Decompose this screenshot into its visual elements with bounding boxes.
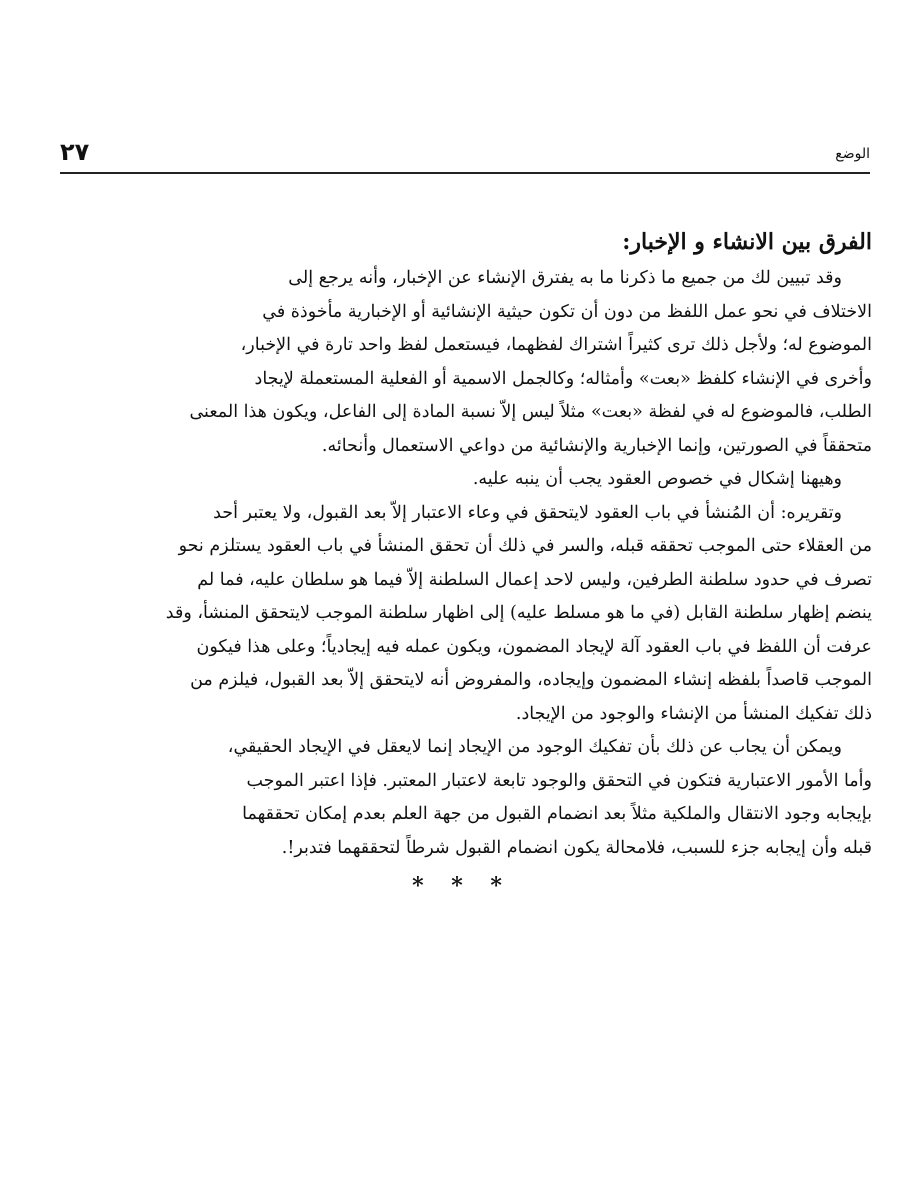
paragraph-line: الموجب قاصداً بلفظه إنشاء المضمون وإيجاده، والمفروض أنه لايتحقق إلاّ بعد القبول، فيلزم من <box>190 670 872 690</box>
paragraph-line: وهيهنا إشكال في خصوص العقود يجب أن ينبه عليه. <box>472 469 842 489</box>
section-end-mark: * * * <box>412 873 512 899</box>
paragraph-line: من العقلاء حتى الموجب تحققه قبله، والسر في ذلك أن تحقق المنشأ في باب العقود يستلزم نحو <box>178 536 872 556</box>
paragraph-line: الاختلاف في نحو عمل اللفظ من دون أن تكون حيثية الإنشائية أو الإخبارية مأخوذة في <box>262 301 872 322</box>
paragraph-line: وأخرى في الإنشاء كلفظ «بعت» وأمثاله؛ وكالجمل الاسمية أو الفعلية المستعملة لإيجاد <box>254 368 872 389</box>
running-header <box>60 140 870 170</box>
paragraph-line: ويمكن أن يجاب عن ذلك بأن تفكيك الوجود من الإيجاد إنما لايعقل في الإيجاد الحقيقي، <box>227 737 842 757</box>
page-body <box>52 222 872 899</box>
paragraph-line: تصرف في حدود سلطنة الطرفين، وليس لاحد إعمال السلطنة إلاّ فيما هو سلطان عليه، فما لم <box>197 569 872 590</box>
paragraph-line: عرفت أن اللفظ في باب العقود آلة لإيجاد المضمون، ويكون عمله فيه إيجادياً؛ وعلى هذا فيكون <box>196 636 872 657</box>
paragraph-line: الطلب، فالموضوع له في لفظة «بعت» مثلاً ليس إلاّ نسبة المادة إلى الفاعل، ويكون هذا المعنى <box>189 402 872 422</box>
paragraph-line: بإيجابه وجود الانتقال والملكية مثلاً بعد انضمام القبول من جهة العلم بعدم إمكان تحققهما <box>242 804 872 824</box>
running-header-title: الوضع <box>835 146 870 162</box>
paragraph-line: ينضم إظهار سلطنة القابل (في ما هو مسلط عليه) إلى اظهار سلطنة الموجب لايتحقق المنشأ، وقد <box>165 603 872 623</box>
paragraph-line: وتقريره: أن المُنشأ في باب العقود لايتحقق في وعاء الاعتبار إلاّ بعد القبول، ولا يعتبر أحد <box>213 502 842 523</box>
paragraph-line: قبله وأن إيجابه جزء للسبب، فلامحالة يكون انضمام القبول شرطاً لتحققهما فتدبر!. <box>281 837 872 858</box>
header-rule <box>60 172 870 174</box>
paragraph-line: وقد تبيين لك من جميع ما ذكرنا ما به يفترق الإنشاء عن الإخبار، وأنه يرجع إلى <box>288 268 842 288</box>
section-heading: الفرق بين الانشاء و الإخبار: <box>622 229 872 255</box>
paragraph-line: وأما الأمور الاعتبارية فتكون في التحقق والوجود تابعة لاعتبار المعتبر. فإذا اعتبر الموجب <box>246 770 872 791</box>
paragraph-line: متحققاً في الصورتين، وإنما الإخبارية والإنشائية من دواعي الاستعمال وأنحائه. <box>321 435 872 456</box>
paragraph-line: الموضوع له؛ ولأجل ذلك ترى كثيراً اشتراك لفظهما، فيستعمل لفظ واحد تارة في الإخبار، <box>240 335 872 355</box>
paragraph-line: ذلك تفكيك المنشأ من الإنشاء والوجود من الإيجاد. <box>515 703 872 724</box>
page-number: ٢٧ <box>60 138 90 166</box>
